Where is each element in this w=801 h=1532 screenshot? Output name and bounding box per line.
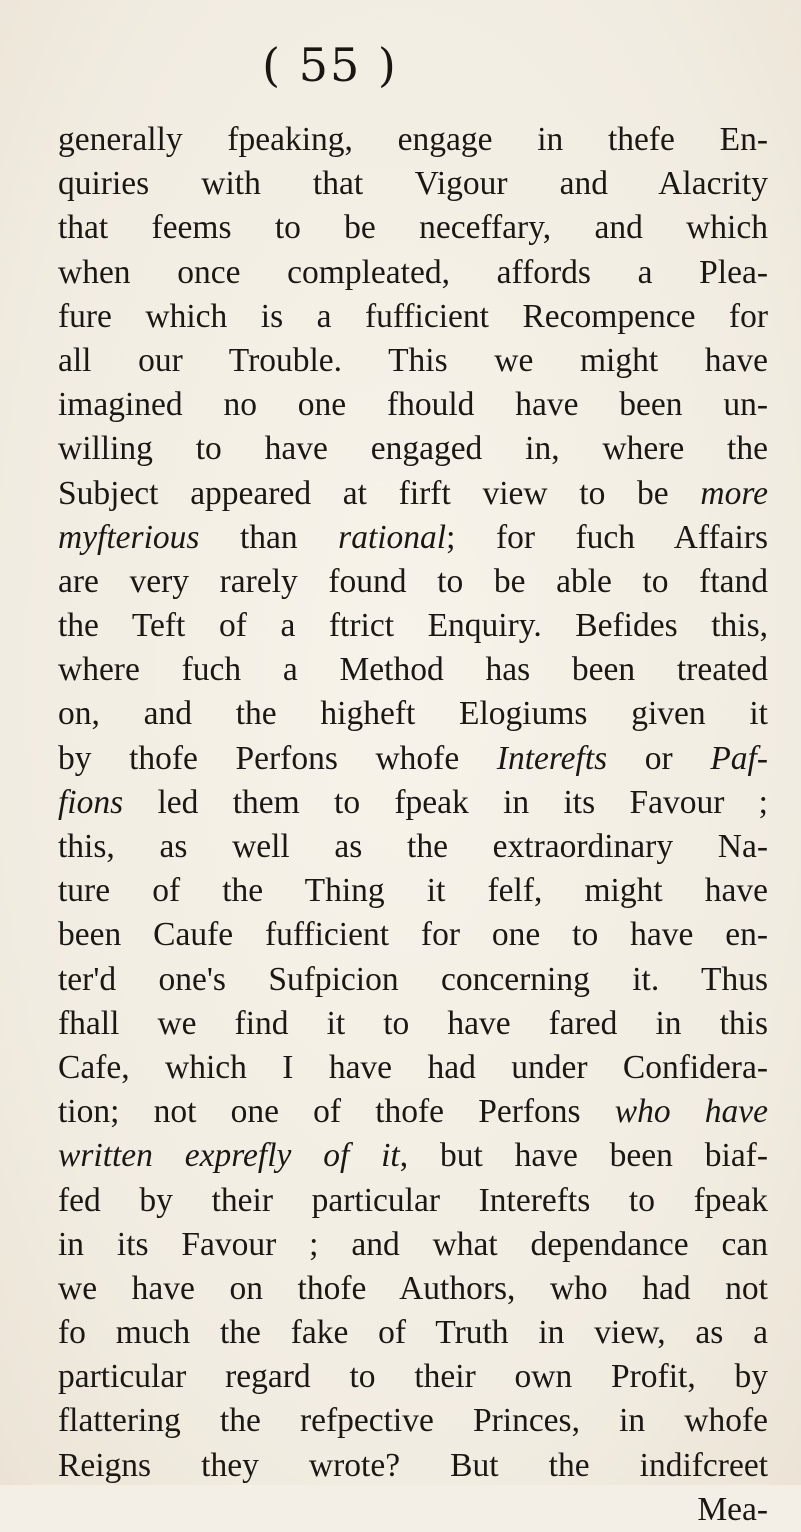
text-line: this, as well as the extraordinary Na- (58, 828, 768, 865)
text-line: we have on thofe Authors, who had not (58, 1269, 768, 1307)
text-line: in its Favour ; and what dependance can (58, 1225, 768, 1263)
text-line: particular regard to their own Profit, by (58, 1358, 768, 1396)
body-text (58, 118, 768, 1532)
page-number: ( 55 ) (262, 38, 398, 92)
text-line: generally fpeaking, engage in thefe En- (58, 121, 768, 158)
text-line: fhall we find it to have fared in this (58, 1004, 768, 1042)
text-line: the Teft of a ftrict Enquiry. Befides this, (58, 607, 768, 645)
text-line: Subject appeared at firft view to be more (58, 474, 768, 512)
text-line: Reigns they wrote? But the indifcreet (58, 1446, 768, 1484)
text-line: flattering the refpective Princes, in whofe (58, 1402, 768, 1440)
text-line: on, and the higheft Elogiums given it (58, 695, 768, 733)
text-line: are very rarely found to be able to ftand (58, 562, 768, 600)
text-line: fure which is a fufficient Recompence for (58, 297, 768, 335)
text-line: written exprefly of it, but have been biaf- (58, 1137, 768, 1175)
text-line: fo much the fake of Truth in view, as a (58, 1314, 768, 1352)
text-line: ter'd one's Sufpicion concerning it. Thus (58, 960, 768, 998)
text-line: that feems to be neceffary, and which (58, 209, 768, 247)
text-line: all our Trouble. This we might have (58, 341, 768, 379)
text-line: been Caufe fufficient for one to have en- (58, 916, 768, 954)
text-line: Cafe, which I have had under Confidera- (58, 1048, 768, 1086)
text-line: myfterious than rational; for fuch Affairs (58, 518, 768, 556)
text-line: Mea- (697, 1490, 768, 1528)
text-line: ture of the Thing it felf, might have (58, 872, 768, 910)
text-line: where fuch a Method has been treated (58, 651, 768, 689)
text-line: by thofe Perfons whofe Interefts or Paf- (58, 739, 768, 777)
text-line: imagined no one fhould have been un- (58, 386, 768, 424)
text-line: quiries with that Vigour and Alacrity (58, 165, 768, 203)
text-line: fions led them to fpeak in its Favour ; (58, 783, 768, 821)
text-line: willing to have engaged in, where the (58, 430, 768, 468)
text-line: fed by their particular Interefts to fpeak (58, 1181, 768, 1219)
text-line: when once compleated, affords a Plea- (58, 253, 768, 291)
text-line: tion; not one of thofe Perfons who have (58, 1093, 768, 1131)
